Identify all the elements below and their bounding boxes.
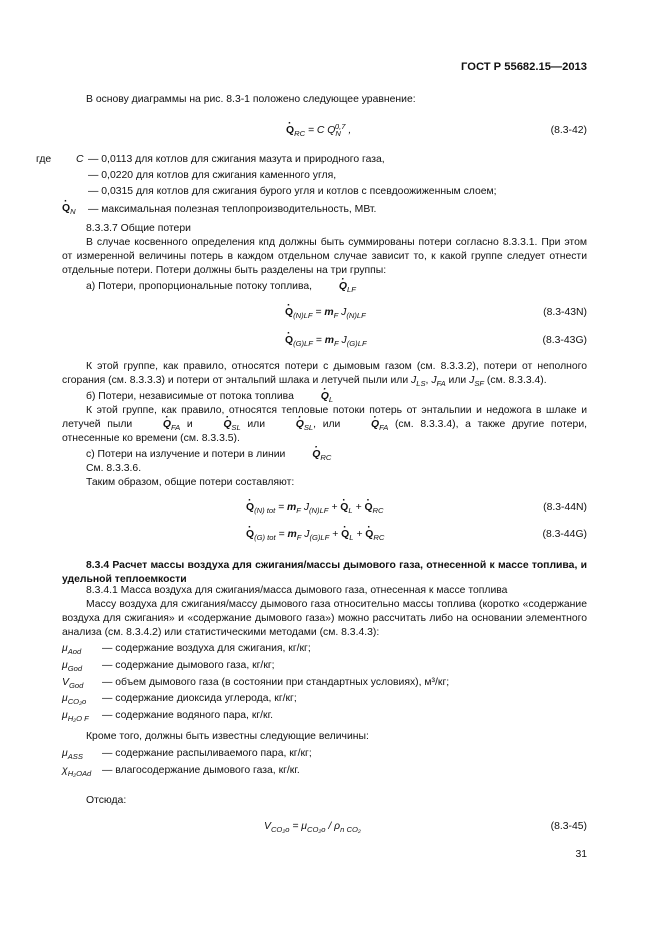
group-b-item: б) Потери, независимые от потока топлива · $Q_L$ bbox=[62, 390, 587, 404]
total-intro: Таким образом, общие потери составляют: bbox=[86, 477, 295, 488]
equation-number: (8.3-43G) bbox=[542, 335, 587, 346]
group-a-description: К этой группе, как правило, относятся потери с дымовым газом (см. 8.3.3.2), потери от неполного сгорания (см. 8.3.3.3) и потери от энтальпий шлака и летучей пыли или $J_{LS}$, $J_{FA}$ или $J_{SF}$ (см. 8.3.3.4). bbox=[62, 361, 587, 389]
where-item: — 0,0113 для котлов для сжигания мазута и природного газа, bbox=[88, 154, 385, 165]
def-text: — содержание воздуха для сжигания, кг/кг; bbox=[102, 643, 311, 654]
def-symbol: $\mu_{CO_2o}$ bbox=[62, 693, 87, 707]
q-dot-symbol: · Q bbox=[286, 124, 294, 138]
def-symbol: $\mu_{H_2O F}$ bbox=[62, 710, 89, 724]
group-a-item: а) Потери, пропорциональные потоку топлива, · $Q_{LF}$ bbox=[62, 280, 587, 294]
where-label: где bbox=[36, 154, 52, 165]
c-symbol: C bbox=[76, 154, 84, 165]
equation-8-3-45: $V_{CO_2o} = \mu_{CO_2o} / \rho_{n CO_2}$ (8.3-45) bbox=[264, 821, 587, 835]
qn-symbol: · $Q_N$ bbox=[62, 202, 76, 216]
equation-number: (8.3-45) bbox=[550, 821, 587, 832]
section-paragraph: В случае косвенного определения кпд должны быть суммированы потери согласно 8.3.3.1. При этом от измеренной величины потерь в каждом отдельном случае зависит то, к какой группе следует отнести отдельные потери. Потери должны быть разделены на три группы: bbox=[62, 237, 587, 276]
equation-number: (8.3-42) bbox=[550, 125, 587, 136]
intro-text: В основу диаграммы на рис. 8.3-1 положено следующее уравнение: bbox=[86, 94, 416, 105]
def-text: — объем дымового газа (в состоянии при стандартных условиях), м³/кг; bbox=[102, 677, 450, 688]
equation-8-3-44G: · $Q_{(G) tot} = m_F$ $J_{(G)LF}$ + · $Q_L$ + · $Q_{RC}$ (8.3-44G) bbox=[0, 528, 661, 546]
equation-8-3-42: · $Q_{RC} = C$ $Q_N^{0,7}$ , (8.3-42) bbox=[0, 124, 661, 142]
def-symbol: $\chi_{H_2OAd}$ bbox=[62, 765, 92, 779]
see-reference: См. 8.3.3.6. bbox=[86, 463, 142, 474]
section-paragraph: Массу воздуха для сжигания/массу дымового газа относительно массы топлива (коротко «содержание воздуха для сжигания» и «содержание дымового газа») можно рассчитать либо на основании элементного анализа (см. 8.3.4.2) или статистическими методами (см. 8.3.4.3): bbox=[62, 599, 587, 638]
hence-text: Отсюда: bbox=[86, 795, 127, 806]
def-symbol: $\mu_{God}$ bbox=[62, 660, 83, 674]
def-text: — содержание дымового газа, кг/кг; bbox=[102, 660, 275, 671]
def-symbol: $\mu_{ASS}$ bbox=[62, 748, 83, 762]
def-symbol: $V_{God}$ bbox=[62, 677, 84, 691]
equation-8-3-43G: · $Q_{(G)LF} = m_F$ $J_{(G)LF}$ (8.3-43G) bbox=[0, 334, 661, 352]
def-text: — содержание диоксида углерода, кг/кг; bbox=[102, 693, 297, 704]
group-b-description: К этой группе, как правило, относятся тепловые потоки потерь от энтальпии и недожога в шлаке и летучей пыли · $Q_{FA}$ $и \cdot Q_{SL}$ или · $Q_{SL}$, или · $Q_{FA}$ (см. 8.3.3.4), а также другие потери, отнесенные ко времени (см. 8.3.3.5). bbox=[62, 404, 587, 446]
def-text: — содержание распыливаемого пара, кг/кг; bbox=[102, 748, 312, 759]
equation-number: (8.3-43N) bbox=[543, 307, 587, 318]
where-item: — 0,0220 для котлов для сжигания каменного угля, bbox=[88, 170, 337, 181]
page-number: 31 bbox=[575, 849, 587, 860]
where-item: — 0,0315 для котлов для сжигания бурого угля и котлов с псевдоожиженным слоем; bbox=[88, 186, 497, 197]
subsection-title: 8.3.4.1 Масса воздуха для сжигания/масса дымового газа, отнесенная к массе топлива bbox=[86, 585, 508, 596]
equation-8-3-44N: · $Q_{(N) tot} = m_F$ $J_{(N)LF}$ + · $Q_L$ + · $Q_{RC}$ (8.3-44N) bbox=[0, 501, 661, 519]
equation-number: (8.3-44G) bbox=[542, 529, 587, 540]
also-text: Кроме того, должны быть известны следующие величины: bbox=[86, 731, 369, 742]
def-text: — влагосодержание дымового газа, кг/кг. bbox=[102, 765, 300, 776]
equation-8-3-43N: · $Q_{(N)LF} = m_F$ $J_{(N)LF}$ (8.3-43N) bbox=[0, 306, 661, 324]
equation-number: (8.3-44N) bbox=[543, 502, 587, 513]
section-title-8-3-3-7: 8.3.3.7 Общие потери bbox=[86, 223, 191, 234]
def-symbol: $\mu_{Aod}$ bbox=[62, 643, 82, 657]
qn-definition: — максимальная полезная теплопроизводительность, МВт. bbox=[88, 204, 377, 215]
def-text: — содержание водяного пара, кг/кг. bbox=[102, 710, 273, 721]
document-header: ГОСТ Р 55682.15—2013 bbox=[461, 61, 587, 73]
group-c-item: с) Потери на излучение и потери в линии · $Q_{RC}$ bbox=[62, 448, 587, 462]
section-title-8-3-4: 8.3.4 Расчет массы воздуха для сжигания/массы дымового газа, отнесенной к массе топлива, и удельной теплоемкости bbox=[62, 560, 587, 585]
